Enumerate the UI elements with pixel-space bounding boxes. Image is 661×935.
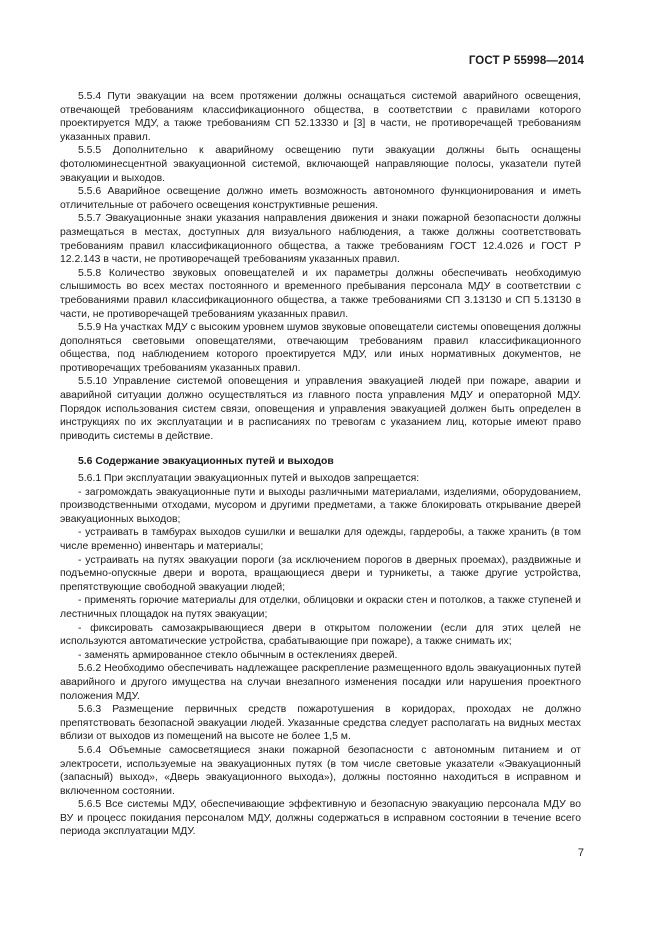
- document-code: ГОСТ Р 55998—2014: [468, 55, 584, 67]
- list-item: - фиксировать самозакрывающиеся двери в открытом положении (если для этих целей не используются автоматические устройства, срабатывающие при пожаре), а также снимать их;: [60, 622, 581, 648]
- paragraph-5-6-2: 5.6.2 Необходимо обеспечивать надлежащее раскрепление размещенного вдоль эвакуационных путей аварийного и другого имущества на случаи внезапного изменения посадки или нарушения проектного положения МДУ.: [60, 663, 581, 702]
- paragraph-5-5-8: 5.5.8 Количество звуковых оповещателей и их параметры должны обеспечивать необходимую слышимость во всех местах постоянного и временного пребывания персонала МДУ в соответствии с требованиями правил классификационного общества, а также требованиями СП 3.13130 и СП 5.13130 в части, не противоречащей требованиям указанных правил.: [60, 267, 581, 320]
- paragraph-5-6-4: 5.6.4 Объемные самосветящиеся знаки пожарной безопасности с автономным питанием и от электросети, используемые на эвакуационных путях (в том числе световые указатели «Эвакуационный (запасный) выход», «Дверь эвакуационного выхода»), должны постоянно находиться в исправном и включенном состоянии.: [60, 744, 581, 797]
- paragraph-5-5-10: 5.5.10 Управление системой оповещения и управления эвакуацией людей при пожаре, аварии и аварийной ситуации должно осуществляться из главного поста управления МДУ и операторной МДУ. Порядок использования систем связи, оповещения и управления эвакуацией должен быть определен в инструкциях по их эксплуатации и в расписаниях по тревогам с указанием лиц, которые имеют право приводить системы в действие.: [60, 376, 581, 442]
- list-item: - применять горючие материалы для отделки, облицовки и окраски стен и потолков, а также ступеней и лестничных площадок на путях эвакуации;: [60, 595, 581, 620]
- paragraph-5-5-6: 5.5.6 Аварийное освещение должно иметь возможность автономного функционирования и иметь отличительные от рабочего освещения конструктивные решения.: [60, 186, 581, 211]
- paragraph-5-6-5: 5.6.5 Все системы МДУ, обеспечивающие эффективную и безопасную эвакуацию персонала МДУ во ВУ и процесс покидания персоналом МДУ, должны содержаться в исправном состоянии в течение всего периода эксплуатации МДУ.: [60, 799, 581, 838]
- paragraph-5-6-1: 5.6.1 При эксплуатации эвакуационных путей и выходов запрещается:: [78, 473, 420, 485]
- page-number: 7: [577, 847, 584, 859]
- paragraph-5-5-7: 5.5.7 Эвакуационные знаки указания направления движения и знаки пожарной безопасности должны размещаться в местах, доступных для визуального наблюдения, а также должны соответствовать требованиям правил классификационного общества, а также требованиям ГОСТ 12.4.026 и ГОСТ Р 12.2.143 в части, не противоречащей требованиям указанных правил.: [60, 213, 581, 266]
- section-title-5-6: 5.6 Содержание эвакуационных путей и выходов: [78, 456, 334, 468]
- paragraph-5-6-3: 5.6.3 Размещение первичных средств пожаротушения в коридорах, проходах не должно препятствовать безопасной эвакуации людей. Указанные средства следует располагать на видных местах вблизи от выходов из помещений на высоте не более 1,5 м.: [60, 704, 581, 743]
- list-item: - загромождать эвакуационные пути и выходы различными материалами, изделиями, оборудованием, производственными отходами, мусором и другими предметами, а также блокировать открывание дверей эвакуационных выходов;: [60, 486, 581, 525]
- list-item: - устраивать в тамбурах выходов сушилки и вешалки для одежды, гардеробы, а также хранить (в том числе временно) инвентарь и материалы;: [60, 527, 581, 552]
- paragraph-5-5-5: 5.5.5 Дополнительно к аварийному освещению пути эвакуации должны быть оснащены фотолюминесцентной эвакуационной системой, включающей направляющие полосы, указатели путей эвакуации и выходов.: [60, 145, 581, 184]
- list-item: - заменять армированное стекло обычным в остеклениях дверей.: [78, 649, 398, 661]
- paragraph-5-5-4: 5.5.4 Пути эвакуации на всем протяжении должны оснащаться системой аварийного освещения, отвечающей требованиям классификационного общества, в соответствии с правилами которого проектируется МДУ, а также требованиям СП 52.13330 и [3] в части, не противоречащей требованиям указанных правил.: [60, 91, 581, 143]
- document-body: [60, 90, 581, 839]
- paragraph-5-5-9: 5.5.9 На участках МДУ с высоким уровнем шумов звуковые оповещатели системы оповещения должны дополняться световыми оповещателями, отвечающим требованиям правил классификационного общества, под наблюдением которого проектируется МДУ, или иных нормативных документов, не противоречащих требованиям указанных правил.: [60, 322, 581, 374]
- list-item: - устраивать на путях эвакуации пороги (за исключением порогов в дверных проемах), раздвижные и подъемно-опускные двери и ворота, вращающиеся двери и турникеты, а также другие устройства, препятствующие свободной эвакуации людей;: [60, 554, 581, 593]
